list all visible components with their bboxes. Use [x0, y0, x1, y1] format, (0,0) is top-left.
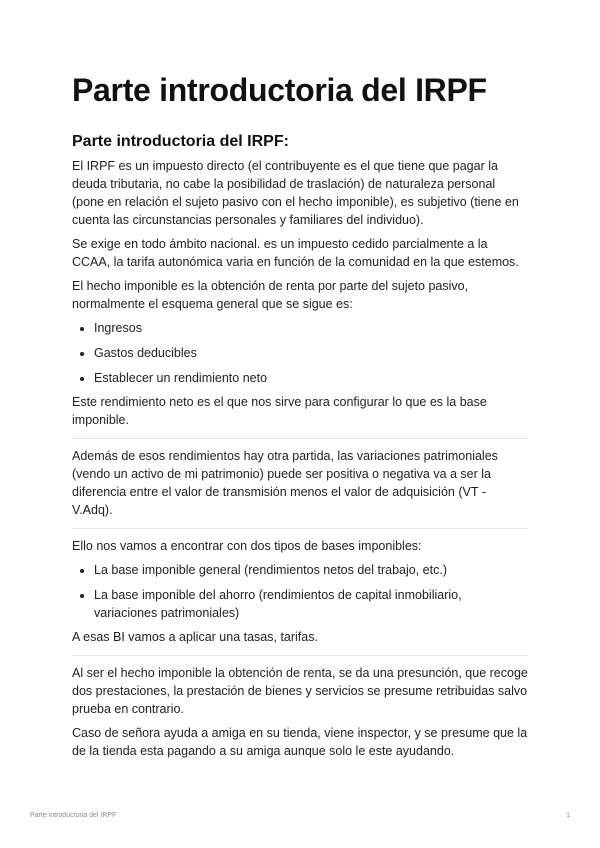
page-title: Parte introductoria del IRPF	[72, 72, 487, 108]
paragraph: Se exige en todo ámbito nacional. es un impuesto cedido parcialmente a la CCAA, la tarifa autonómica varia en función de la comunidad en la que estemos.	[72, 237, 519, 269]
section-heading: Parte introductoria del IRPF:	[72, 133, 289, 150]
page-number: 1	[566, 812, 570, 819]
list-item: • La base imponible general (rendimientos netos del trabajo, etc.)	[94, 561, 528, 579]
bullet-list	[72, 319, 528, 387]
paragraph: A esas BI vamos a aplicar una tasas, tarifas.	[72, 630, 318, 644]
footer-title: Parte introductoria del IRPF	[30, 812, 117, 819]
divider	[72, 528, 528, 529]
paragraph: Ello nos vamos a encontrar con dos tipos de bases imponibles:	[72, 539, 422, 553]
list-item: • Ingresos	[94, 319, 528, 337]
list-item: • Gastos deducibles	[94, 344, 528, 362]
paragraph: Este rendimiento neto es el que nos sirve para configurar lo que es la base imponible.	[72, 395, 487, 427]
paragraph: El hecho imponible es la obtención de renta por parte del sujeto pasivo, normalmente el esquema general que se sigue es:	[72, 279, 469, 311]
document-body	[72, 157, 528, 766]
paragraph: Caso de señora ayuda a amiga en su tienda, viene inspector, y se presume que la de la tienda esta pagando a su amiga aunque solo le este ayudando.	[72, 726, 528, 758]
paragraph: El IRPF es un impuesto directo (el contribuyente es el que tiene que pagar la deuda tributaria, no cabe la posibilidad de traslación) de naturaleza personal (pone en relación el sujeto pasivo con el hecho imponible), es subjetivo (tiene en cuenta las circunstancias personales y familiares del individuo).	[72, 159, 519, 227]
list-item: • Establecer un rendimiento neto	[94, 369, 528, 387]
paragraph: Al ser el hecho imponible la obtención de renta, se da una presunción, que recoge dos prestaciones, la prestación de bienes y servicios se presume retribuidas salvo prueba en contrario.	[72, 666, 528, 716]
list-item: • La base imponible del ahorro (rendimientos de capital inmobiliario, variaciones patrimoniales)	[94, 586, 528, 622]
divider	[72, 655, 528, 656]
paragraph: Además de esos rendimientos hay otra partida, las variaciones patrimoniales (vendo un activo de mi patrimonio) puede ser positiva o negativa va a ser la diferencia entre el valor de transmisión menos el valor de adquisición (VT - V.Adq).	[72, 449, 498, 517]
divider	[72, 438, 528, 439]
bullet-list	[72, 561, 528, 622]
